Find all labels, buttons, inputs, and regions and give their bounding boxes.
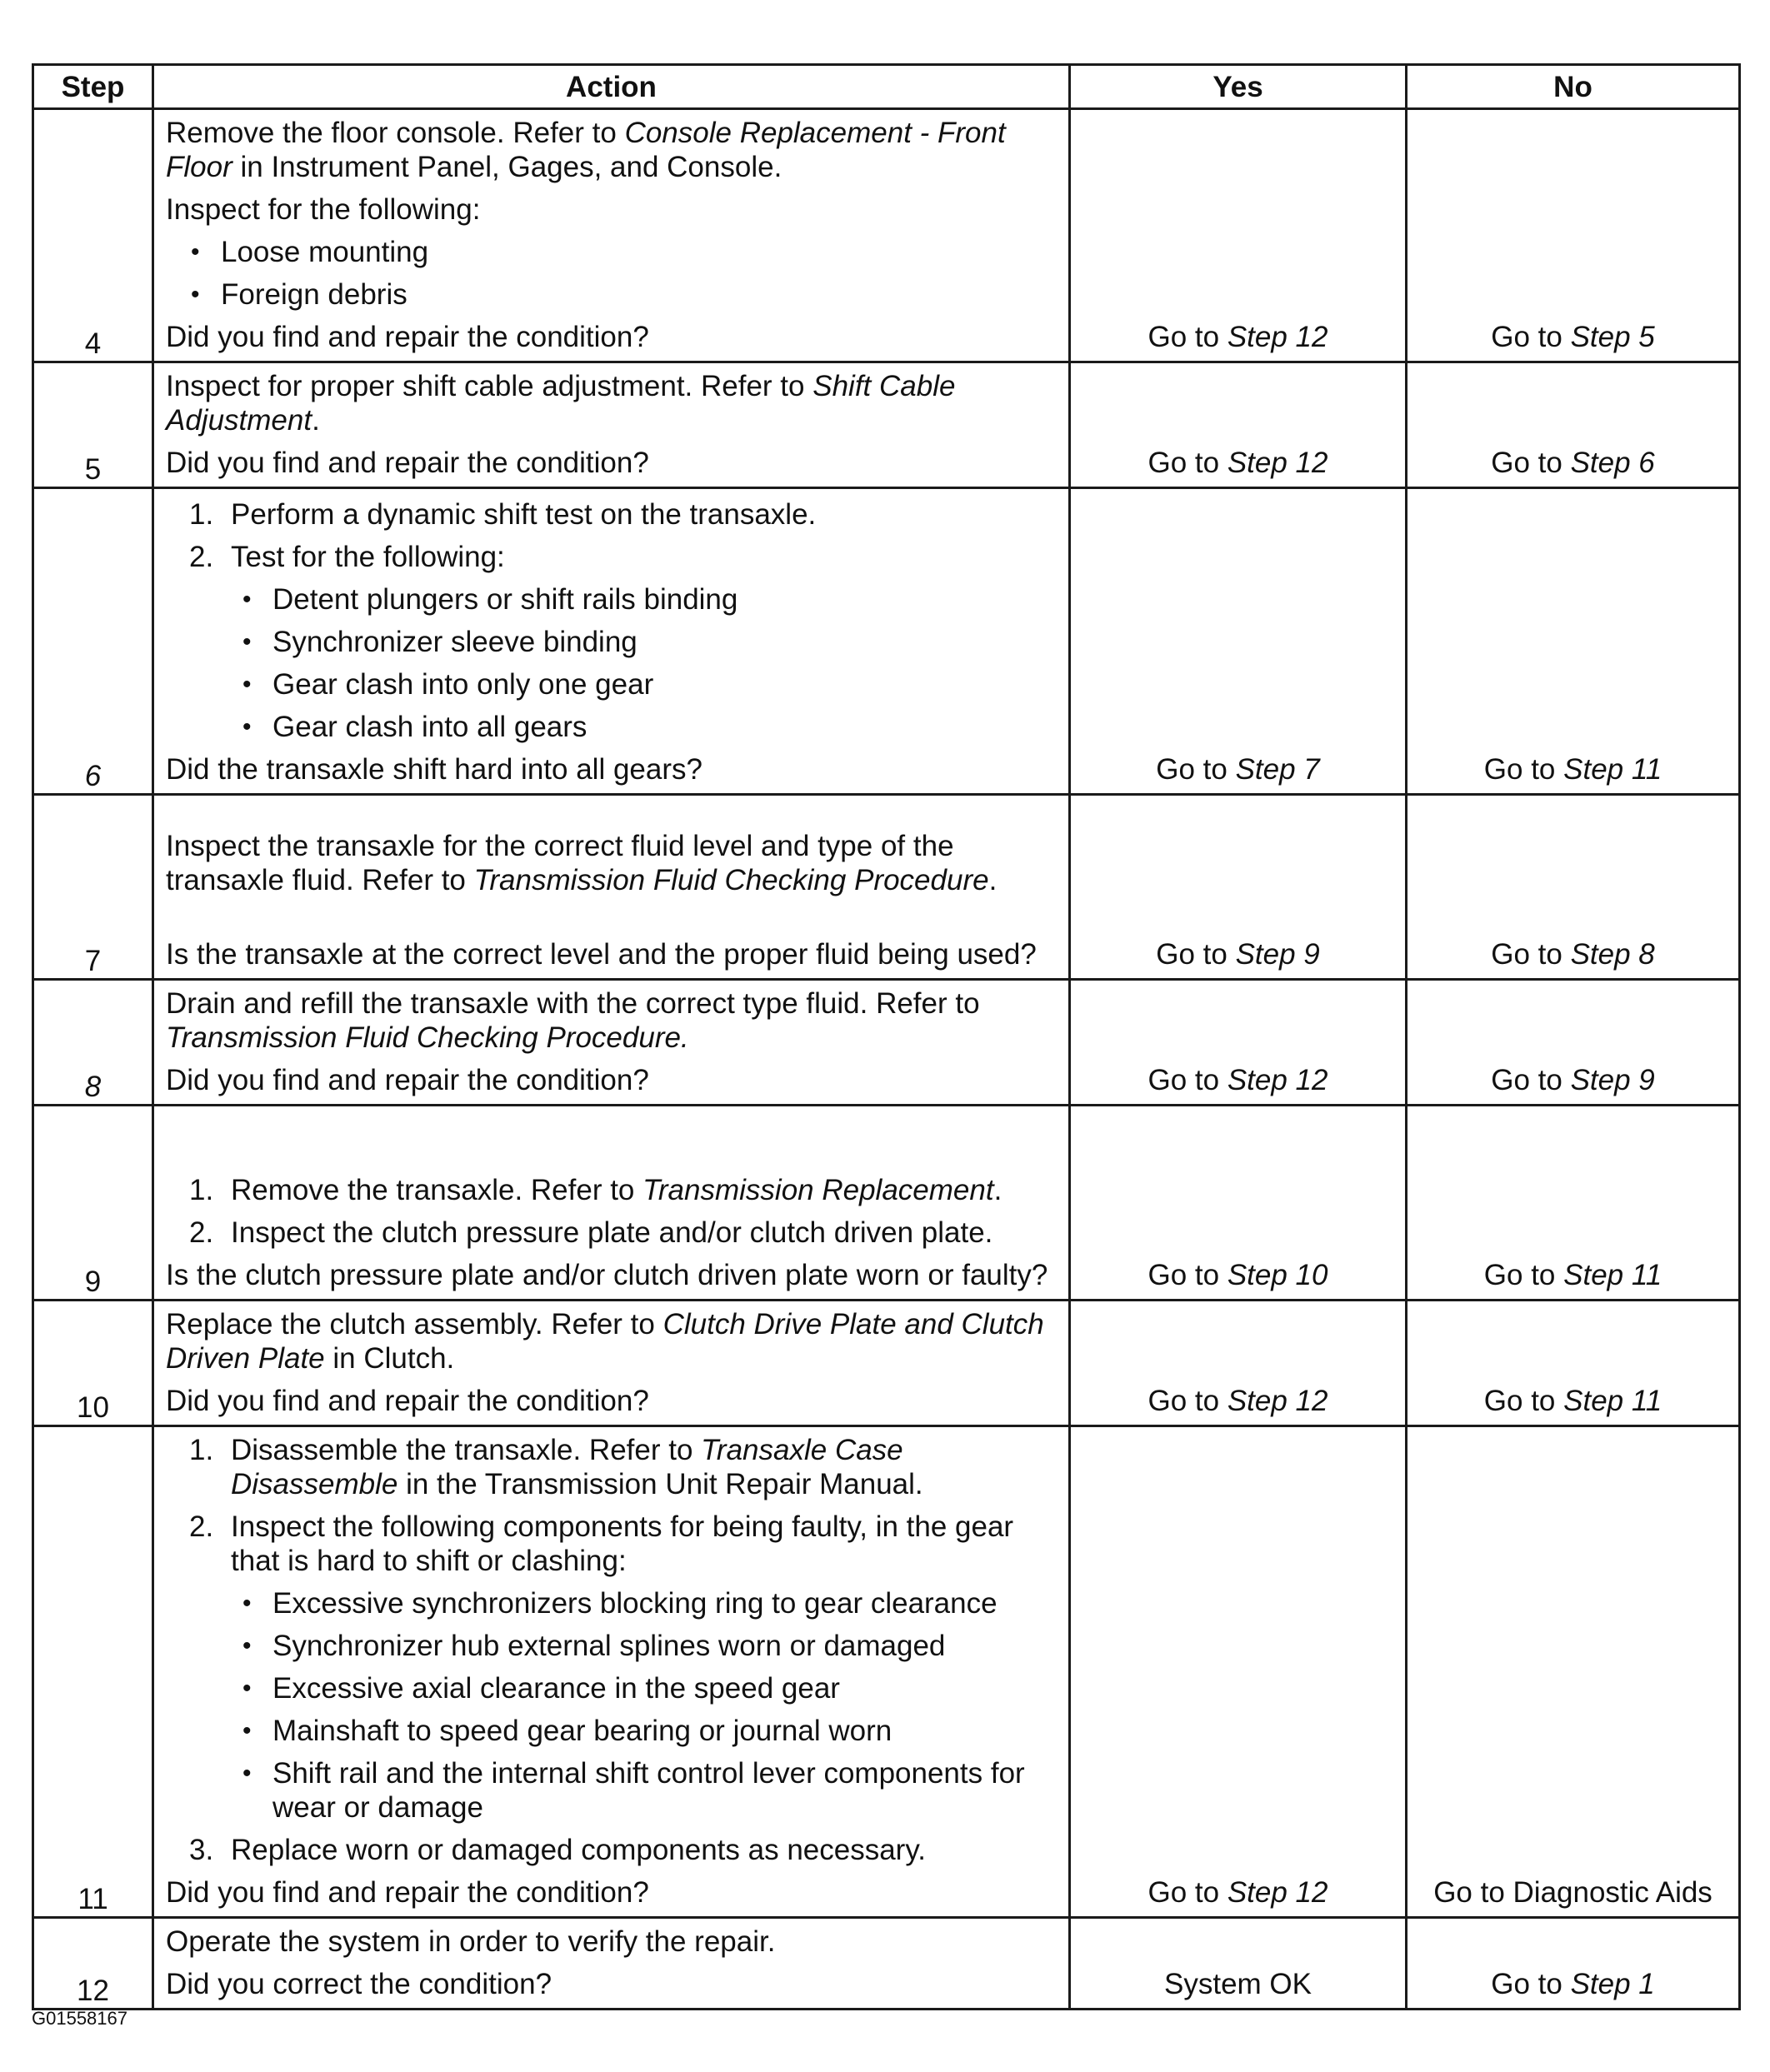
- action-cell: [153, 1106, 1070, 1301]
- action-question: Is the transaxle at the correct level and the proper fluid being used?: [166, 938, 1037, 971]
- action-question: Did the transaxle shift hard into all gears?: [166, 753, 702, 786]
- figure-id: G01558167: [32, 2008, 128, 2029]
- numbered-item: 1. Perform a dynamic shift test on the transaxle.: [189, 498, 817, 531]
- yes-cell: Go to Step 12: [1070, 109, 1407, 362]
- step-number: 9: [33, 1106, 153, 1301]
- reference-link: Console Replacement - Front Floor: [166, 117, 1006, 183]
- numbered-item: 2. Inspect the following components for being faulty, in the gear that is hard to shift or clashing:: [189, 1510, 1014, 1577]
- table-row: [33, 109, 1740, 362]
- step-number: 7: [33, 795, 153, 980]
- bullet-item: • Synchronizer sleeve binding: [242, 626, 638, 658]
- yes-cell: System OK: [1070, 1918, 1407, 2010]
- table-row: [33, 362, 1740, 488]
- bullet-item: • Excessive synchronizers blocking ring to gear clearance: [242, 1587, 998, 1620]
- action-question: Did you find and repair the condition?: [166, 1876, 649, 1909]
- no-cell: Go to Step 9: [1407, 980, 1740, 1106]
- action-question: Did you find and repair the condition?: [166, 1385, 649, 1417]
- header-yes: Yes: [1070, 65, 1407, 109]
- bullet-item: • Synchronizer hub external splines worn or damaged: [242, 1630, 946, 1662]
- action-cell: [153, 1918, 1070, 2010]
- table-row: [33, 1301, 1740, 1426]
- bullet-item: • Mainshaft to speed gear bearing or journal worn: [242, 1715, 892, 1747]
- reference-link: Transmission Fluid Checking Procedure.: [166, 1021, 689, 1054]
- reference-link: Transaxle Case Disassemble: [231, 1434, 903, 1500]
- action-text: Inspect for the following:: [166, 193, 481, 226]
- action-cell: [153, 362, 1070, 488]
- step-number: 10: [33, 1301, 153, 1426]
- step-number: 4: [33, 109, 153, 362]
- table-row: [33, 980, 1740, 1106]
- header-row: [33, 65, 1740, 109]
- bullet-item: • Detent plungers or shift rails binding: [242, 583, 738, 616]
- bullet-item: • Gear clash into only one gear: [242, 668, 654, 701]
- yes-cell: Go to Step 7: [1070, 488, 1407, 795]
- diagnostic-table: [32, 63, 1741, 2010]
- numbered-item: 1. Remove the transaxle. Refer to Transmission Replacement.: [189, 1174, 1002, 1206]
- step-number: 6: [33, 488, 153, 795]
- yes-cell: Go to Step 12: [1070, 362, 1407, 488]
- action-text: Inspect the transaxle for the correct fluid level and type of the transaxle fluid. Refer to Transmission Fluid Checking Procedure.: [166, 830, 998, 896]
- action-question: Did you find and repair the condition?: [166, 447, 649, 479]
- action-question: Did you find and repair the condition?: [166, 1064, 649, 1096]
- yes-cell: Go to Step 12: [1070, 1426, 1407, 1918]
- bullet-item: • Excessive axial clearance in the speed gear: [242, 1672, 840, 1705]
- action-cell: [153, 795, 1070, 980]
- action-question: Did you find and repair the condition?: [166, 321, 649, 353]
- action-question: Did you correct the condition?: [166, 1968, 552, 2000]
- table-row: [33, 1106, 1740, 1301]
- reference-link: Shift Cable Adjustment: [166, 370, 956, 437]
- no-cell: Go to Step 5: [1407, 109, 1740, 362]
- no-cell: Go to Step 8: [1407, 795, 1740, 980]
- table-row: [33, 795, 1740, 980]
- no-cell: Go to Step 11: [1407, 1301, 1740, 1426]
- bullet-item: • Gear clash into all gears: [242, 711, 588, 743]
- numbered-item: 2. Inspect the clutch pressure plate and/or clutch driven plate.: [189, 1216, 993, 1249]
- step-number: 8: [33, 980, 153, 1106]
- action-text: Inspect for proper shift cable adjustment. Refer to Shift Cable Adjustment.: [166, 370, 956, 437]
- reference-link: Clutch Drive Plate and Clutch Driven Plate: [166, 1308, 1044, 1375]
- no-cell: Go to Step 1: [1407, 1918, 1740, 2010]
- action-cell: [153, 980, 1070, 1106]
- yes-cell: Go to Step 12: [1070, 980, 1407, 1106]
- action-text: Operate the system in order to verify the repair.: [166, 1925, 776, 1958]
- step-number: 5: [33, 362, 153, 488]
- no-cell: Go to Step 11: [1407, 488, 1740, 795]
- reference-link: Transmission Replacement: [642, 1174, 994, 1206]
- step-number: 12: [33, 1918, 153, 2010]
- yes-cell: Go to Step 9: [1070, 795, 1407, 980]
- no-cell: Go to Step 6: [1407, 362, 1740, 488]
- header-step: Step: [33, 65, 153, 109]
- action-text: Replace the clutch assembly. Refer to Clutch Drive Plate and Clutch Driven Plate in Clutch.: [166, 1308, 1044, 1375]
- bullet-item: • Shift rail and the internal shift control lever components for wear or damage: [242, 1757, 1025, 1824]
- step-number: 11: [33, 1426, 153, 1918]
- table-row: [33, 488, 1740, 795]
- action-text: Drain and refill the transaxle with the correct type fluid. Refer to Transmission Fluid Checking Procedure.: [166, 987, 980, 1054]
- action-text: Remove the floor console. Refer to Console Replacement - Front Floor in Instrument Panel, Gages, and Console.: [166, 117, 1006, 183]
- action-cell: [153, 1426, 1070, 1918]
- table-row: [33, 1426, 1740, 1918]
- header-action: Action: [153, 65, 1070, 109]
- action-cell: [153, 488, 1070, 795]
- numbered-item: 1. Disassemble the transaxle. Refer to Transaxle Case Disassemble in the Transmission Unit Repair Manual.: [189, 1434, 923, 1500]
- action-cell: [153, 109, 1070, 362]
- bullet-item: • Foreign debris: [191, 278, 408, 311]
- header-no: No: [1407, 65, 1740, 109]
- no-cell: Go to Diagnostic Aids: [1407, 1426, 1740, 1918]
- bullet-item: • Loose mounting: [191, 236, 429, 268]
- action-question: Is the clutch pressure plate and/or clutch driven plate worn or faulty?: [166, 1259, 1048, 1291]
- no-cell: Go to Step 11: [1407, 1106, 1740, 1301]
- numbered-item: 3. Replace worn or damaged components as necessary.: [189, 1834, 926, 1866]
- table-row: [33, 1918, 1740, 2010]
- reference-link: Transmission Fluid Checking Procedure: [473, 864, 989, 896]
- yes-cell: Go to Step 12: [1070, 1301, 1407, 1426]
- numbered-item: 2. Test for the following:: [189, 541, 505, 573]
- yes-cell: Go to Step 10: [1070, 1106, 1407, 1301]
- action-cell: [153, 1301, 1070, 1426]
